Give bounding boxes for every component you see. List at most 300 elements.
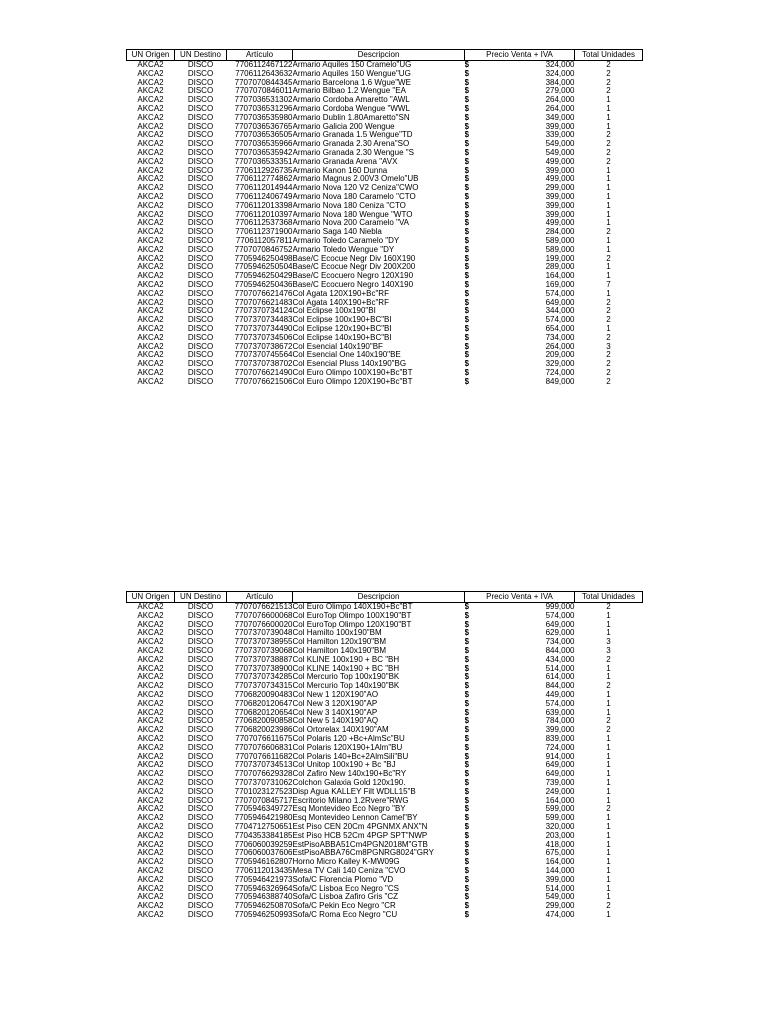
cell-precio: 839,000 (545, 734, 575, 743)
cell-articulo: 7707036533351 (234, 157, 293, 166)
cell-un-origen: AKCA2 (137, 104, 164, 113)
cell-articulo: 7706112643632 (235, 69, 293, 78)
cell-descripcion: Armario Toledo Wengue "DY (292, 245, 395, 254)
cell-un-destino: DISCO (187, 787, 214, 796)
currency-symbol: $ (464, 690, 469, 699)
cell-un-origen: AKCA2 (137, 69, 164, 78)
cell-un-origen: AKCA2 (137, 664, 164, 673)
currency-symbol: $ (464, 726, 469, 735)
cell-descripcion: Col EuroTop Olimpo 100X190"BT (292, 611, 412, 620)
cell-precio: 614,000 (545, 673, 575, 682)
cell-articulo: 7705946326964 (234, 884, 293, 893)
table-row (127, 114, 643, 123)
cell-un-origen: AKCA2 (137, 893, 164, 902)
table-row (127, 682, 643, 691)
cell-descripcion: Mesa TV Cali 140 Ceniza "CVO (292, 866, 406, 875)
cell-un-destino: DISCO (187, 796, 214, 805)
currency-symbol: $ (464, 289, 469, 298)
table-row (127, 343, 643, 352)
cell-total-unidades: 1 (606, 122, 611, 131)
cell-precio: 203,000 (545, 831, 575, 840)
cell-precio: 639,000 (545, 708, 575, 717)
cell-un-destino: DISCO (187, 96, 214, 105)
cell-total-unidades: 2 (606, 228, 611, 237)
cell-articulo: 7707036531302 (234, 96, 293, 105)
cell-precio: 434,000 (545, 655, 575, 664)
cell-un-origen: AKCA2 (137, 699, 164, 708)
cell-un-destino: DISCO (187, 664, 214, 673)
currency-symbol: $ (464, 60, 469, 69)
cell-un-destino: DISCO (187, 822, 214, 831)
cell-total-unidades: 1 (606, 699, 611, 708)
currency-symbol: $ (464, 377, 469, 386)
table-row (127, 272, 643, 281)
cell-articulo: 7707370734513 (234, 761, 293, 770)
cell-total-unidades: 1 (606, 272, 611, 281)
cell-articulo: 7707036535966 (234, 140, 293, 149)
cell-descripcion: Col Hamilto 100x190"BM (292, 629, 382, 638)
cell-total-unidades: 2 (606, 87, 611, 96)
table-row (127, 237, 643, 246)
cell-articulo: 7707370734124 (234, 307, 293, 316)
cell-un-destino: DISCO (187, 148, 214, 157)
cell-articulo: 7707370738672 (234, 342, 293, 351)
cell-articulo: 7706820120647 (234, 699, 293, 708)
cell-precio: 264,000 (545, 342, 575, 351)
currency-symbol: $ (464, 664, 469, 673)
cell-un-destino: DISCO (187, 113, 214, 122)
cell-precio: 144,000 (545, 866, 575, 875)
cell-total-unidades: 1 (606, 113, 611, 122)
table-row (127, 867, 643, 876)
cell-un-destino: DISCO (187, 602, 214, 611)
cell-total-unidades: 1 (606, 289, 611, 298)
currency-symbol: $ (464, 166, 469, 175)
cell-articulo: 7707076621476 (234, 289, 293, 298)
table-row (127, 149, 643, 158)
table-row (127, 621, 643, 630)
table-row (127, 709, 643, 718)
cell-un-origen: AKCA2 (137, 822, 164, 831)
cell-precio: 514,000 (545, 884, 575, 893)
header-precio: Precio Venta + IVA (465, 592, 575, 603)
cell-un-origen: AKCA2 (137, 201, 164, 210)
cell-descripcion: Est Piso HCB 52Cm 4PGP SPT"NWP (292, 831, 428, 840)
cell-un-destino: DISCO (187, 254, 214, 263)
currency-symbol: $ (464, 78, 469, 87)
cell-precio: 339,000 (545, 131, 575, 140)
cell-precio: 599,000 (545, 805, 575, 814)
cell-articulo: 7705946421973 (234, 875, 293, 884)
cell-un-origen: AKCA2 (137, 796, 164, 805)
cell-descripcion: Col Unitop 100x190 + Bc "BJ (292, 761, 396, 770)
cell-total-unidades: 2 (606, 140, 611, 149)
cell-un-destino: DISCO (187, 184, 214, 193)
cell-descripcion: Est Piso CEN 20Cm 4PGNMX ANX"N (292, 822, 428, 831)
cell-total-unidades: 2 (606, 726, 611, 735)
table-row (127, 325, 643, 334)
cell-total-unidades: 1 (606, 778, 611, 787)
cell-un-origen: AKCA2 (137, 602, 164, 611)
table-row (127, 290, 643, 299)
cell-precio: 284,000 (545, 228, 575, 237)
table-row (127, 175, 643, 184)
cell-un-destino: DISCO (187, 122, 214, 131)
table-row (127, 228, 643, 237)
cell-articulo: 7706820120654 (234, 708, 293, 717)
cell-articulo: 7707370734483 (234, 316, 293, 325)
table-row (127, 105, 643, 114)
currency-symbol: $ (464, 254, 469, 263)
cell-total-unidades: 1 (606, 831, 611, 840)
cell-descripcion: Col EuroTop Olimpo 120X190"BT (292, 620, 412, 629)
cell-total-unidades: 1 (606, 184, 611, 193)
cell-total-unidades: 2 (606, 69, 611, 78)
cell-articulo: 7706820090858 (234, 717, 293, 726)
currency-symbol: $ (464, 333, 469, 342)
cell-un-destino: DISCO (187, 682, 214, 691)
cell-descripcion: Armario Granada 2.30 Wengue "S (292, 148, 414, 157)
cell-un-destino: DISCO (187, 770, 214, 779)
table-row (127, 753, 643, 762)
cell-precio: 169,000 (545, 280, 575, 289)
cell-precio: 384,000 (545, 78, 575, 87)
cell-total-unidades: 1 (606, 761, 611, 770)
cell-total-unidades: 2 (606, 298, 611, 307)
header-row (127, 50, 643, 61)
header-un-origen: UN Origen (127, 592, 175, 603)
table-row (127, 858, 643, 867)
cell-precio: 499,000 (545, 219, 575, 228)
cell-precio: 549,000 (545, 148, 575, 157)
table-row (127, 902, 643, 911)
cell-descripcion: Col New 3 140X190"AP (292, 708, 378, 717)
cell-un-origen: AKCA2 (137, 184, 164, 193)
cell-articulo: 7704712750651 (234, 822, 293, 831)
cell-total-unidades: 1 (606, 664, 611, 673)
cell-un-destino: DISCO (187, 875, 214, 884)
cell-un-destino: DISCO (187, 858, 214, 867)
currency-symbol: $ (464, 770, 469, 779)
cell-precio: 264,000 (545, 104, 575, 113)
cell-articulo: 7706112013398 (235, 201, 293, 210)
currency-symbol: $ (464, 324, 469, 333)
cell-descripcion: Armario Nova 180 Ceniza "CTO (292, 201, 406, 210)
currency-symbol: $ (464, 602, 469, 611)
cell-un-origen: AKCA2 (137, 280, 164, 289)
cell-articulo: 7707036536765 (234, 122, 293, 131)
cell-un-destino: DISCO (187, 840, 214, 849)
cell-un-destino: DISCO (187, 236, 214, 245)
currency-symbol: $ (464, 910, 469, 919)
cell-descripcion: Armario Kanon 160 Dunna (292, 166, 388, 175)
cell-articulo: 7706112057811 (235, 236, 293, 245)
cell-precio: 264,000 (545, 96, 575, 105)
currency-symbol: $ (464, 148, 469, 157)
currency-symbol: $ (464, 761, 469, 770)
currency-symbol: $ (464, 743, 469, 752)
cell-total-unidades: 1 (606, 910, 611, 919)
cell-un-origen: AKCA2 (137, 831, 164, 840)
cell-descripcion: Armario Dublin 1.80Amaretto"SN (292, 113, 410, 122)
cell-articulo: 7707070845717 (234, 796, 293, 805)
header-articulo: Artículo (227, 592, 293, 603)
cell-un-origen: AKCA2 (137, 673, 164, 682)
header-total-unidades: Total Unidades (575, 50, 643, 61)
header-un-destino: UN Destino (175, 592, 227, 603)
inventory-table-2 (126, 591, 643, 920)
currency-symbol: $ (464, 805, 469, 814)
currency-symbol: $ (464, 368, 469, 377)
cell-un-origen: AKCA2 (137, 646, 164, 655)
cell-total-unidades: 1 (606, 849, 611, 858)
cell-total-unidades: 1 (606, 219, 611, 228)
cell-articulo: 7704353384185 (234, 831, 293, 840)
cell-total-unidades: 1 (606, 324, 611, 333)
table-row (127, 193, 643, 202)
cell-un-origen: AKCA2 (137, 263, 164, 272)
cell-articulo: 7705946162807 (234, 858, 293, 867)
currency-symbol: $ (464, 902, 469, 911)
cell-un-destino: DISCO (187, 377, 214, 386)
cell-descripcion: Base/C Ecocuero Negro 140X190 (292, 280, 414, 289)
cell-articulo: 7706112010397 (235, 210, 293, 219)
table-row (127, 797, 643, 806)
cell-total-unidades: 2 (606, 254, 611, 263)
cell-un-origen: AKCA2 (137, 620, 164, 629)
cell-total-unidades: 2 (606, 60, 611, 69)
cell-descripcion: Col Eclipse 100x190"BI (292, 307, 376, 316)
cell-un-origen: AKCA2 (137, 655, 164, 664)
cell-descripcion: Base/C Ecocuero Negro 120X190 (292, 272, 414, 281)
currency-symbol: $ (464, 307, 469, 316)
cell-descripcion: Col Euro Olimpo 100X190+Bc"BT (292, 368, 413, 377)
cell-articulo: 7707370734315 (234, 682, 293, 691)
cell-un-destino: DISCO (187, 831, 214, 840)
cell-un-destino: DISCO (187, 638, 214, 647)
cell-articulo: 7707070844345 (234, 78, 293, 87)
cell-un-destino: DISCO (187, 717, 214, 726)
cell-un-destino: DISCO (187, 655, 214, 664)
cell-un-origen: AKCA2 (137, 629, 164, 638)
table-row (127, 246, 643, 255)
table-row (127, 849, 643, 858)
cell-total-unidades: 2 (606, 602, 611, 611)
cell-descripcion: Armario Nova 180 Caramelo "CTO (292, 192, 416, 201)
cell-total-unidades: 1 (606, 629, 611, 638)
table-row (127, 893, 643, 902)
cell-articulo: 7706060039259 (234, 840, 293, 849)
currency-symbol: $ (464, 646, 469, 655)
cell-un-origen: AKCA2 (137, 360, 164, 369)
currency-symbol: $ (464, 717, 469, 726)
cell-total-unidades: 1 (606, 175, 611, 184)
cell-descripcion: Esq Montevideo Lennon Camel"BY (292, 814, 418, 823)
cell-descripcion: Horno Micro Kalley K-MW09G (292, 858, 400, 867)
currency-symbol: $ (464, 351, 469, 360)
cell-un-destino: DISCO (187, 620, 214, 629)
cell-un-destino: DISCO (187, 368, 214, 377)
cell-precio: 739,000 (545, 778, 575, 787)
table-row (127, 167, 643, 176)
cell-precio: 499,000 (545, 157, 575, 166)
cell-articulo: 7707076600020 (234, 620, 293, 629)
cell-total-unidades: 1 (606, 166, 611, 175)
cell-precio: 449,000 (545, 690, 575, 699)
cell-precio: 164,000 (545, 796, 575, 805)
cell-articulo: 7707076600068 (234, 611, 293, 620)
currency-symbol: $ (464, 778, 469, 787)
currency-symbol: $ (464, 814, 469, 823)
cell-precio: 734,000 (545, 333, 575, 342)
cell-un-destino: DISCO (187, 866, 214, 875)
cell-articulo: 7707036536505 (234, 131, 293, 140)
cell-un-destino: DISCO (187, 316, 214, 325)
currency-symbol: $ (464, 122, 469, 131)
cell-un-origen: AKCA2 (137, 316, 164, 325)
table-row (127, 61, 643, 70)
table-row (127, 656, 643, 665)
cell-un-origen: AKCA2 (137, 743, 164, 752)
table-row (127, 211, 643, 220)
cell-articulo: 7707370734506 (234, 333, 293, 342)
cell-total-unidades: 2 (606, 368, 611, 377)
currency-symbol: $ (464, 673, 469, 682)
cell-un-destino: DISCO (187, 910, 214, 919)
cell-articulo: 7706112371900 (235, 228, 293, 237)
table-row (127, 70, 643, 79)
cell-descripcion: Sofa/C Roma Eco Negro "CU (292, 910, 398, 919)
cell-precio: 399,000 (545, 122, 575, 131)
cell-descripcion: Armario Galicia 200 Wengue (292, 122, 395, 131)
cell-descripcion: Disp Agua KALLEY Filt WDLL15"B (292, 787, 416, 796)
header-total-unidades: Total Unidades (575, 592, 643, 603)
cell-precio: 599,000 (545, 814, 575, 823)
cell-precio: 289,000 (545, 263, 575, 272)
table-row (127, 647, 643, 656)
cell-total-unidades: 1 (606, 245, 611, 254)
cell-un-destino: DISCO (187, 324, 214, 333)
cell-descripcion: Armario Barcelona 1.6 Wgue"WE (292, 78, 411, 87)
cell-un-origen: AKCA2 (137, 840, 164, 849)
cell-un-destino: DISCO (187, 699, 214, 708)
cell-total-unidades: 1 (606, 210, 611, 219)
currency-symbol: $ (464, 866, 469, 875)
cell-precio: 849,000 (545, 377, 575, 386)
cell-precio: 844,000 (545, 646, 575, 655)
table-row (127, 700, 643, 709)
table-row (127, 691, 643, 700)
cell-un-destino: DISCO (187, 611, 214, 620)
table-row (127, 281, 643, 290)
cell-un-origen: AKCA2 (137, 726, 164, 735)
cell-un-origen: AKCA2 (137, 210, 164, 219)
cell-precio: 574,000 (545, 699, 575, 708)
cell-descripcion: Col Esencial One 140x190"BE (292, 351, 401, 360)
table-row (127, 770, 643, 779)
table-row (127, 673, 643, 682)
cell-descripcion: Esq Montevideo Eco Negro "BY (292, 805, 406, 814)
cell-un-origen: AKCA2 (137, 902, 164, 911)
cell-articulo: 7706112467122 (235, 60, 293, 69)
cell-un-destino: DISCO (187, 734, 214, 743)
cell-precio: 589,000 (545, 245, 575, 254)
cell-descripcion: Base/C Ecocue Negr Div 200X200 (292, 263, 416, 272)
cell-articulo: 7705946349727 (234, 805, 293, 814)
cell-descripcion: Col Ortorelax 140X190"AM (292, 726, 389, 735)
header-precio: Precio Venta + IVA (465, 50, 575, 61)
cell-descripcion: EstPisoABBA76Cm8PGNRG8024"GRY (292, 849, 434, 858)
currency-symbol: $ (464, 175, 469, 184)
cell-un-origen: AKCA2 (137, 78, 164, 87)
currency-symbol: $ (464, 893, 469, 902)
cell-descripcion: Armario Bilbao 1.2 Wengue "EA (292, 87, 406, 96)
cell-precio: 999,000 (545, 602, 575, 611)
cell-descripcion: Col Polaris 140+Bc+2AlmSili"BU (292, 752, 409, 761)
cell-descripcion: Col Hamilton 120x190"BM (292, 638, 387, 647)
cell-un-origen: AKCA2 (137, 638, 164, 647)
cell-un-destino: DISCO (187, 69, 214, 78)
cell-un-origen: AKCA2 (137, 377, 164, 386)
table-row (127, 140, 643, 149)
table-row (127, 123, 643, 132)
cell-total-unidades: 2 (606, 307, 611, 316)
cell-un-origen: AKCA2 (137, 140, 164, 149)
cell-articulo: 7701023127523 (234, 787, 293, 796)
cell-precio: 549,000 (545, 893, 575, 902)
cell-total-unidades: 2 (606, 333, 611, 342)
currency-symbol: $ (464, 849, 469, 858)
cell-precio: 844,000 (545, 682, 575, 691)
cell-un-destino: DISCO (187, 902, 214, 911)
table-row (127, 255, 643, 264)
currency-symbol: $ (464, 280, 469, 289)
table-row (127, 885, 643, 894)
cell-descripcion: Col Mercurio Top 100x190"BK (292, 673, 400, 682)
cell-total-unidades: 3 (606, 646, 611, 655)
cell-articulo: 7707370738702 (234, 360, 293, 369)
cell-precio: 399,000 (545, 166, 575, 175)
table-row (127, 805, 643, 814)
cell-un-destino: DISCO (187, 761, 214, 770)
currency-symbol: $ (464, 104, 469, 113)
table-row (127, 832, 643, 841)
inventory-table-1 (126, 49, 643, 386)
currency-symbol: $ (464, 638, 469, 647)
cell-un-origen: AKCA2 (137, 324, 164, 333)
cell-precio: 299,000 (545, 184, 575, 193)
cell-un-origen: AKCA2 (137, 131, 164, 140)
cell-precio: 649,000 (545, 620, 575, 629)
cell-articulo: 7707370739068 (234, 646, 293, 655)
cell-precio: 574,000 (545, 611, 575, 620)
table-row (127, 814, 643, 823)
cell-total-unidades: 1 (606, 192, 611, 201)
cell-un-origen: AKCA2 (137, 272, 164, 281)
table-row (127, 717, 643, 726)
cell-un-destino: DISCO (187, 192, 214, 201)
currency-symbol: $ (464, 822, 469, 831)
table-row (127, 823, 643, 832)
cell-un-origen: AKCA2 (137, 717, 164, 726)
cell-un-destino: DISCO (187, 263, 214, 272)
cell-un-origen: AKCA2 (137, 307, 164, 316)
cell-articulo: 7706112013435 (235, 866, 293, 875)
table-row (127, 299, 643, 308)
cell-articulo: 7707370738900 (234, 664, 293, 673)
cell-precio: 574,000 (545, 316, 575, 325)
currency-symbol: $ (464, 69, 469, 78)
